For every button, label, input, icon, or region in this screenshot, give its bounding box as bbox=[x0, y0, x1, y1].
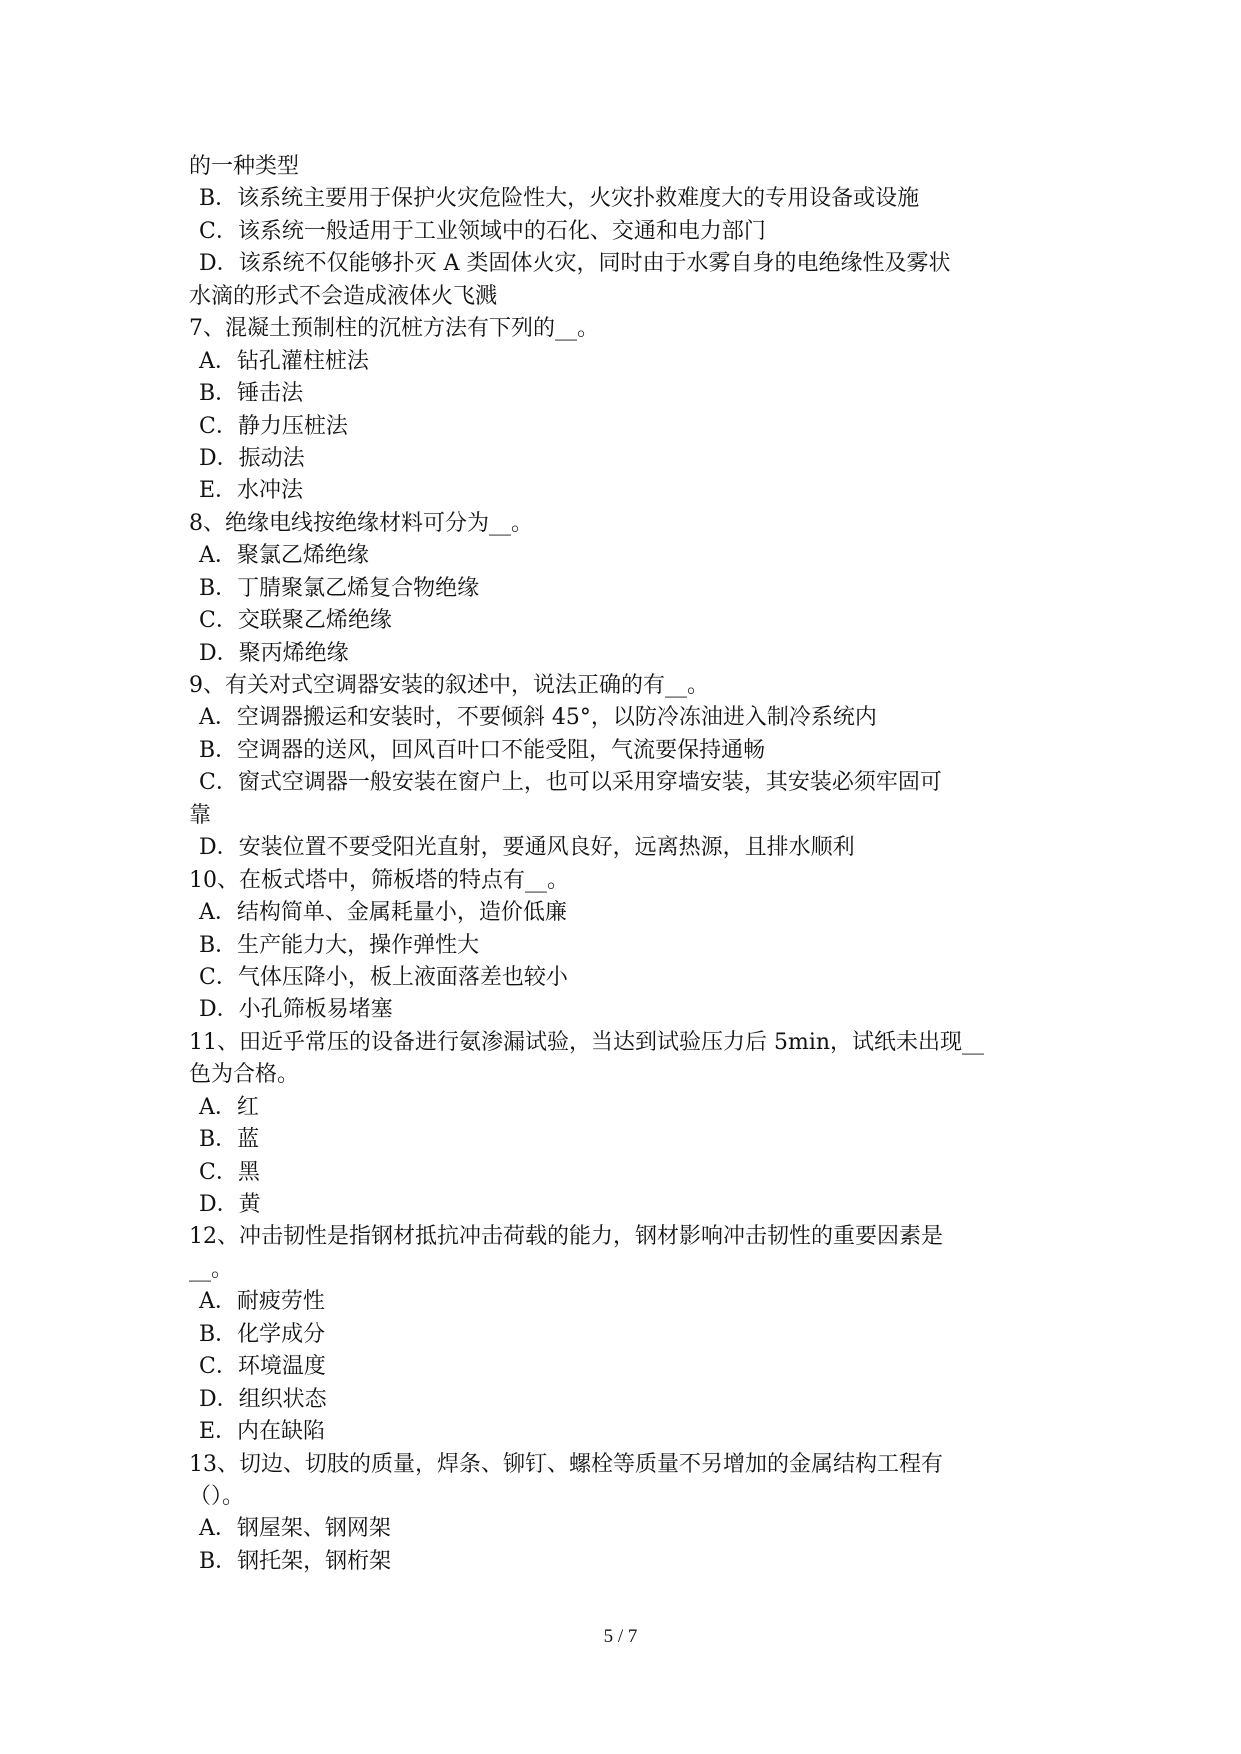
text-line: （）。 bbox=[189, 1483, 245, 1509]
text-line: 靠 bbox=[189, 802, 212, 828]
document-body bbox=[189, 151, 1059, 1578]
question-text: 10、在板式塔中，筛板塔的特点有__。 bbox=[189, 867, 569, 893]
page-number: 5 / 7 bbox=[603, 1626, 638, 1647]
answer-option: B．锤击法 bbox=[199, 381, 304, 407]
question-text: 12、冲击韧性是指钢材抵抗冲击荷载的能力，钢材影响冲击韧性的重要因素是 bbox=[189, 1224, 943, 1250]
answer-option: B．生产能力大，操作弹性大 bbox=[199, 932, 480, 958]
question-text: 7、混凝土预制柱的沉桩方法有下列的__。 bbox=[189, 316, 599, 342]
answer-option: E．水冲法 bbox=[199, 478, 304, 504]
question-text: 9、有关对式空调器安装的叙述中，说法正确的有__。 bbox=[189, 673, 709, 698]
answer-option: A．空调器搬运和安装时，不要倾斜 45°，以防冷冻油进入制冷系统内 bbox=[199, 705, 877, 731]
answer-option: D．聚丙烯绝缘 bbox=[199, 640, 349, 666]
answer-option: C．黑 bbox=[199, 1159, 260, 1185]
answer-option: A．耐疲劳性 bbox=[199, 1289, 325, 1315]
answer-option: C．该系统一般适用于工业领域中的石化、交通和电力部门 bbox=[199, 218, 766, 244]
answer-option: B．该系统主要用于保护火灾危险性大，火灾扑救难度大的专用设备或设施 bbox=[199, 186, 920, 212]
text-line: 色为合格。 bbox=[189, 1062, 300, 1088]
answer-option: E．内在缺陷 bbox=[199, 1419, 326, 1445]
answer-option: B．化学成分 bbox=[199, 1321, 326, 1347]
question-text: 13、切边、切肢的质量，焊条、铆钉、螺栓等质量不另增加的金属结构工程有 bbox=[189, 1451, 943, 1477]
answer-option: B．空调器的送风，回风百叶口不能受阻，气流要保持通畅 bbox=[199, 737, 766, 763]
answer-option: A．钻孔灌柱桩法 bbox=[199, 348, 369, 374]
answer-option: C．静力压桩法 bbox=[199, 413, 348, 439]
answer-option: C．交联聚乙烯绝缘 bbox=[199, 608, 392, 634]
text-line: 的一种类型 bbox=[189, 154, 300, 179]
text-line: __。 bbox=[189, 1256, 234, 1282]
answer-option: A．红 bbox=[199, 1094, 259, 1120]
answer-option: D．小孔筛板易堵塞 bbox=[199, 997, 393, 1023]
answer-option: B．丁腈聚氯乙烯复合物绝缘 bbox=[199, 575, 480, 601]
text-line: 水滴的形式不会造成液体火飞溅 bbox=[189, 283, 498, 309]
answer-option: A．聚氯乙烯绝缘 bbox=[199, 543, 369, 569]
answer-option: C．窗式空调器一般安装在窗户上，也可以采用穿墙安装，其安装必须牢固可 bbox=[199, 770, 942, 796]
answer-option: D．黄 bbox=[199, 1192, 261, 1217]
answer-option: B．钢托架，钢桁架 bbox=[199, 1548, 392, 1574]
answer-option: C．环境温度 bbox=[199, 1354, 326, 1380]
answer-option: B．蓝 bbox=[199, 1127, 260, 1153]
answer-option: D．振动法 bbox=[199, 445, 305, 471]
question-text: 8、绝缘电线按绝缘材料可分为__。 bbox=[189, 510, 533, 536]
answer-option: D．该系统不仅能够扑灭 A 类固体火灾，同时由于水雾自身的电绝缘性及雾状 bbox=[199, 251, 951, 277]
answer-option: C．气体压降小，板上液面落差也较小 bbox=[199, 964, 568, 990]
answer-option: A．钢屋架、钢网架 bbox=[199, 1516, 391, 1542]
question-text: 11、田近乎常压的设备进行氨渗漏试验，当达到试验压力后 5min，试纸未出现__ bbox=[189, 1029, 985, 1055]
answer-option: A．结构简单、金属耗量小，造价低廉 bbox=[199, 900, 567, 926]
answer-option: D．安装位置不要受阳光直射，要通风良好，远离热源，且排水顺利 bbox=[199, 835, 855, 861]
answer-option: D．组织状态 bbox=[199, 1386, 327, 1412]
